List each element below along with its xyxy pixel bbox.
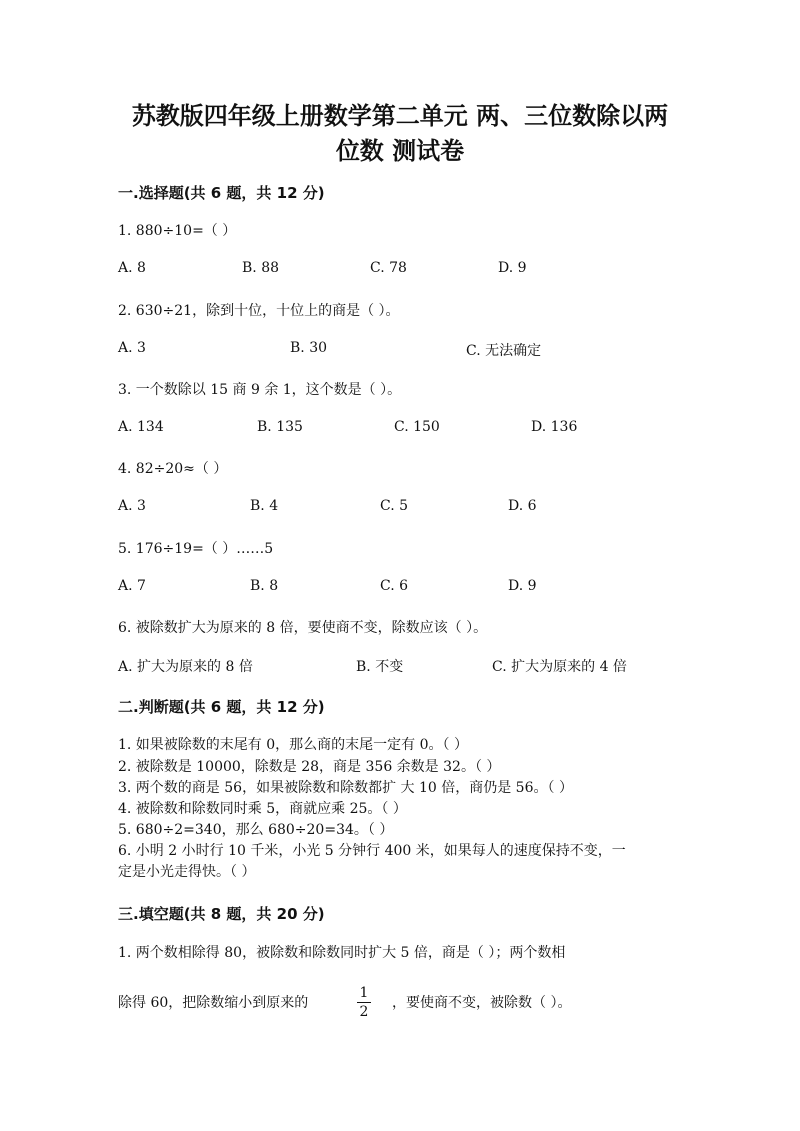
option-c: C. 5 bbox=[380, 498, 409, 514]
question-4: 4. 82÷20≈（ ） bbox=[118, 461, 228, 477]
option-a: A. 134 bbox=[118, 419, 164, 435]
option-d: D. 136 bbox=[531, 419, 578, 435]
fraction-denominator: 2 bbox=[359, 1004, 369, 1020]
fill-question-1-line-1: 1. 两个数相除得 80，被除数和除数同时扩大 5 倍，商是（ ）；两个数相 bbox=[118, 945, 566, 961]
page-title-line-1: 苏教版四年级上册数学第二单元 两、三位数除以两 bbox=[131, 102, 669, 130]
option-b: B. 135 bbox=[257, 419, 303, 435]
section-heading-judgement: 二.判断题(共 6 题，共 12 分) bbox=[118, 698, 325, 716]
option-b: B. 88 bbox=[242, 260, 280, 276]
option-a: A. 8 bbox=[118, 260, 146, 276]
option-a: A. 3 bbox=[118, 498, 146, 514]
option-c: C. 扩大为原来的 4 倍 bbox=[492, 659, 627, 675]
option-d: D. 6 bbox=[508, 498, 537, 514]
section-heading-fill-blank: 三.填空题(共 8 题，共 20 分) bbox=[118, 905, 325, 923]
fraction-numerator: 1 bbox=[359, 985, 369, 1001]
option-c: C. 无法确定 bbox=[466, 343, 542, 359]
option-b: B. 8 bbox=[250, 578, 279, 594]
option-c: C. 150 bbox=[394, 419, 440, 435]
question-6: 6. 被除数扩大为原来的 8 倍，要使商不变，除数应该（ ）。 bbox=[118, 620, 488, 636]
question-3: 3. 一个数除以 15 商 9 余 1，这个数是（ ）。 bbox=[118, 382, 402, 398]
option-d: D. 9 bbox=[498, 260, 527, 276]
option-d: D. 9 bbox=[508, 578, 537, 594]
option-c: C. 78 bbox=[370, 260, 407, 276]
judgement-item-6-line-1: 6. 小明 2 小时行 10 千米，小光 5 分钟行 400 米，如果每人的速度保持不变，一 bbox=[118, 843, 626, 859]
option-b: B. 30 bbox=[290, 340, 328, 356]
question-5: 5. 176÷19=（ ）……5 bbox=[118, 541, 274, 557]
judgement-item-3: 3. 两个数的商是 56，如果被除数和除数都扩 大 10 倍，商仍是 56。（ ） bbox=[118, 780, 573, 796]
fraction-one-half bbox=[356, 984, 372, 1021]
option-b: B. 不变 bbox=[356, 659, 404, 675]
question-1: 1. 880÷10=（ ） bbox=[118, 223, 237, 239]
option-a: A. 3 bbox=[118, 340, 146, 356]
fill-question-1-line-2-end: ，要使商不变，被除数（ ）。 bbox=[392, 995, 572, 1011]
option-b: B. 4 bbox=[250, 498, 279, 514]
judgement-item-2: 2. 被除数是 10000，除数是 28，商是 356 余数是 32。（ ） bbox=[118, 759, 501, 775]
judgement-item-4: 4. 被除数和除数同时乘 5，商就应乘 25。（ ） bbox=[118, 801, 407, 817]
judgement-item-6-line-2: 定是小光走得快。（ ） bbox=[118, 864, 256, 880]
page-title-line-2: 位数 测试卷 bbox=[335, 137, 465, 165]
option-a: A. 7 bbox=[118, 578, 146, 594]
fill-question-1-line-2-start: 除得 60，把除数缩小到原来的 bbox=[118, 995, 309, 1011]
judgement-item-5: 5. 680÷2=340，那么 680÷20=34。（ ） bbox=[118, 822, 394, 838]
section-heading-choice: 一.选择题(共 6 题，共 12 分) bbox=[118, 184, 325, 202]
option-a: A. 扩大为原来的 8 倍 bbox=[118, 659, 253, 675]
option-c: C. 6 bbox=[380, 578, 409, 594]
question-2: 2. 630÷21，除到十位，十位上的商是（ ）。 bbox=[118, 303, 400, 319]
judgement-item-1: 1. 如果被除数的末尾有 0，那么商的末尾一定有 0。（ ） bbox=[118, 737, 468, 753]
